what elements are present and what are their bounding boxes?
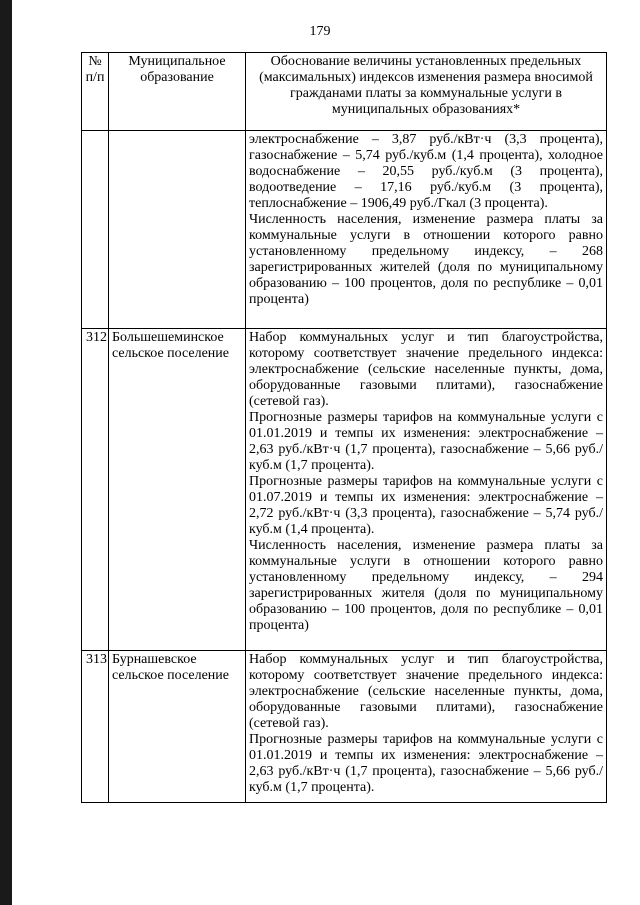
paragraph: Прогнозные размеры тарифов на коммунальные услуги с 01.07.2019 и темпы их изменения: электроснабжение – 2,72 руб./кВт·ч (3,3 процента), газоснабжение – 5,74 руб./куб.м (1,4 процента).	[249, 474, 603, 537]
scan-left-edge	[0, 0, 12, 905]
paragraph: Прогнозные размеры тарифов на коммунальные услуги с 01.01.2019 и темпы их изменения: электроснабжение – 2,63 руб./кВт·ч (1,7 процента), газоснабжение – 5,66 руб./куб.м (1,7 процента).	[249, 732, 603, 795]
cell-municipality	[109, 131, 246, 329]
cell-justification	[246, 131, 607, 329]
paragraph: Численность населения, изменение размера платы за коммунальные услуги в отношении которого равно установленному предельному индексу, – 294 зарегистрированных жителя (доля по муниципальному образованию – 100 процентов, доля по республике – 0,01 процента)	[249, 538, 603, 633]
header-number: № п/п	[82, 53, 109, 131]
header-justification: Обоснование величины установленных предельных (максимальных) индексов изменения размера вносимой гражданами платы за коммунальные услуги в муниципальных образованиях*	[246, 53, 607, 131]
cell-number: 313	[82, 651, 109, 803]
cell-number	[82, 131, 109, 329]
tariff-table	[81, 52, 607, 803]
paragraph: Набор коммунальных услуг и тип благоустройства, которому соответствует значение предельного индекса: электроснабжение (сельские населенные пункты, дома, оборудованные газовыми плитами), газоснабжение (сетевой газ).	[249, 330, 603, 409]
paragraph: Прогнозные размеры тарифов на коммунальные услуги с 01.01.2019 и темпы их изменения: электроснабжение – 2,63 руб./кВт·ч (1,7 процента), газоснабжение – 5,66 руб./куб.м (1,7 процента).	[249, 410, 603, 473]
table-row	[82, 329, 607, 651]
cell-number: 312	[82, 329, 109, 651]
cell-municipality: Большешеминское сельское поселение	[109, 329, 246, 651]
page-number: 179	[309, 24, 331, 39]
cell-justification	[246, 329, 607, 651]
table-row	[82, 651, 607, 803]
paragraph: Набор коммунальных услуг и тип благоустройства, которому соответствует значение предельного индекса: электроснабжение (сельские населенные пункты, дома, оборудованные газовыми плитами), газоснабжение (сетевой газ).	[249, 652, 603, 731]
paragraph: Численность населения, изменение размера платы за коммунальные услуги в отношении которого равно установленному предельному индексу, – 268 зарегистрированных жителей (доля по муниципальному образованию – 100 процентов, доля по республике – 0,01 процента)	[249, 212, 603, 307]
cell-municipality: Бурнашевское сельское поселение	[109, 651, 246, 803]
table-row-continuation	[82, 131, 607, 329]
header-municipality: Муниципальное образование	[109, 53, 246, 131]
cell-justification	[246, 651, 607, 803]
paragraph: электроснабжение – 3,87 руб./кВт·ч (3,3 процента), газоснабжение – 5,74 руб./куб.м (1,4 процента), холодное водоснабжение – 20,55 руб./куб.м (3 процента), водоотведение – 17,16 руб./куб.м (3 процента), теплоснабжение – 1906,49 руб./Гкал (3 процента).	[249, 132, 603, 211]
table-header-row	[82, 53, 607, 131]
